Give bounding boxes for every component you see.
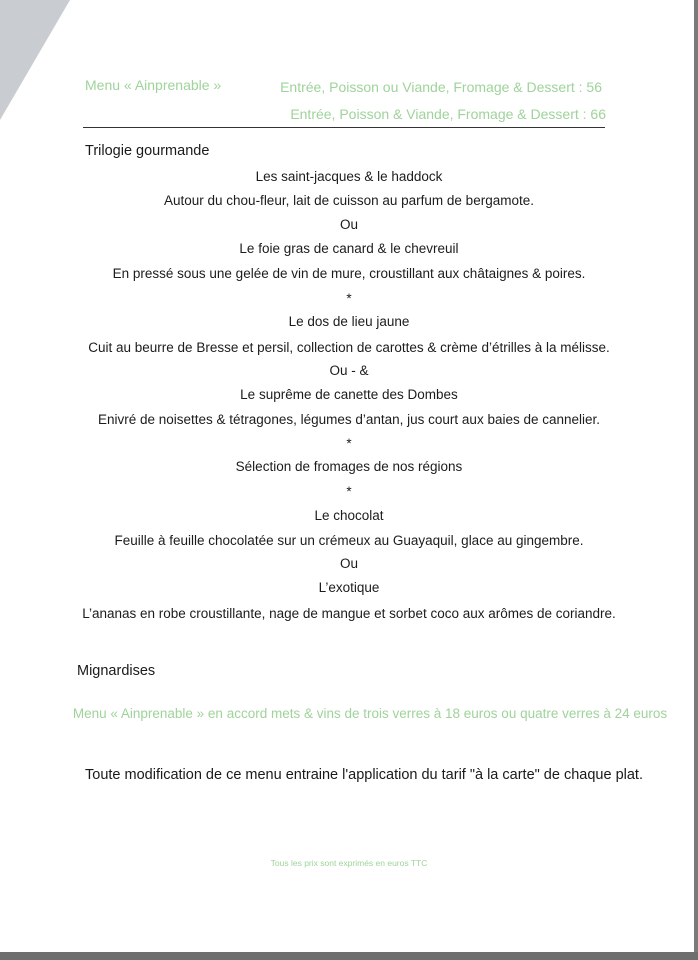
course-separator-or: Ou - &: [329, 363, 369, 378]
course-line: En pressé sous une gelée de vin de mure, croustillant aux châtaignes & poires.: [112, 266, 586, 281]
course-line: Le suprême de canette des Dombes: [240, 387, 458, 402]
price-option-2: Entrée, Poisson & Viande, Fromage & Dessert : 66: [290, 106, 606, 122]
course-line: Cuit au beurre de Bresse et persil, collection de carottes & crème d’étrilles à la mélisse.: [88, 340, 610, 355]
course-line: Sélection de fromages de nos régions: [235, 459, 463, 474]
course-separator-or: Ou: [339, 217, 358, 232]
course-line: Feuille à feuille chocolatée sur un crémeux au Guayaquil, glace au gingembre.: [114, 533, 584, 548]
section-mignardises-heading: Mignardises: [77, 663, 156, 679]
menu-name: Menu « Ainprenable »: [85, 77, 222, 93]
header-divider: [83, 127, 605, 128]
modification-notice: Toute modification de ce menu entraine l'application du tarif "à la carte" de chaque plat.: [85, 767, 643, 783]
price-option-1: Entrée, Poisson ou Viande, Fromage & Dessert : 56: [280, 79, 602, 95]
course-line: Les saint-jacques & le haddock: [255, 169, 443, 184]
section-trilogie-heading: Trilogie gourmande: [85, 143, 210, 159]
course-line: Le chocolat: [314, 508, 384, 523]
scan-edge-bottom: [0, 952, 698, 960]
price-footer-note: Tous les prix sont exprimés en euros TTC: [270, 858, 428, 868]
course-separator-or: Ou: [339, 556, 358, 571]
scan-folded-corner: [0, 0, 70, 120]
course-separator-star: *: [346, 291, 352, 306]
course-separator-star: *: [346, 436, 352, 451]
wine-pairing-offer: Menu « Ainprenable » en accord mets & vins de trois verres à 18 euros ou quatre verres à 24 euros: [72, 706, 668, 721]
course-line: L’exotique: [318, 580, 380, 595]
course-line: L’ananas en robe croustillante, nage de mangue et sorbet coco aux arômes de coriandre.: [82, 606, 616, 621]
course-separator-star: *: [346, 484, 352, 499]
course-line: Autour du chou-fleur, lait de cuisson au parfum de bergamote.: [164, 193, 534, 208]
course-line: Le foie gras de canard & le chevreuil: [239, 241, 459, 256]
course-line: Le dos de lieu jaune: [288, 314, 410, 329]
scan-edge-right: [694, 0, 698, 960]
course-line: Enivré de noisettes & tétragones, légumes d’antan, jus court aux baies de cannelier.: [97, 412, 601, 427]
